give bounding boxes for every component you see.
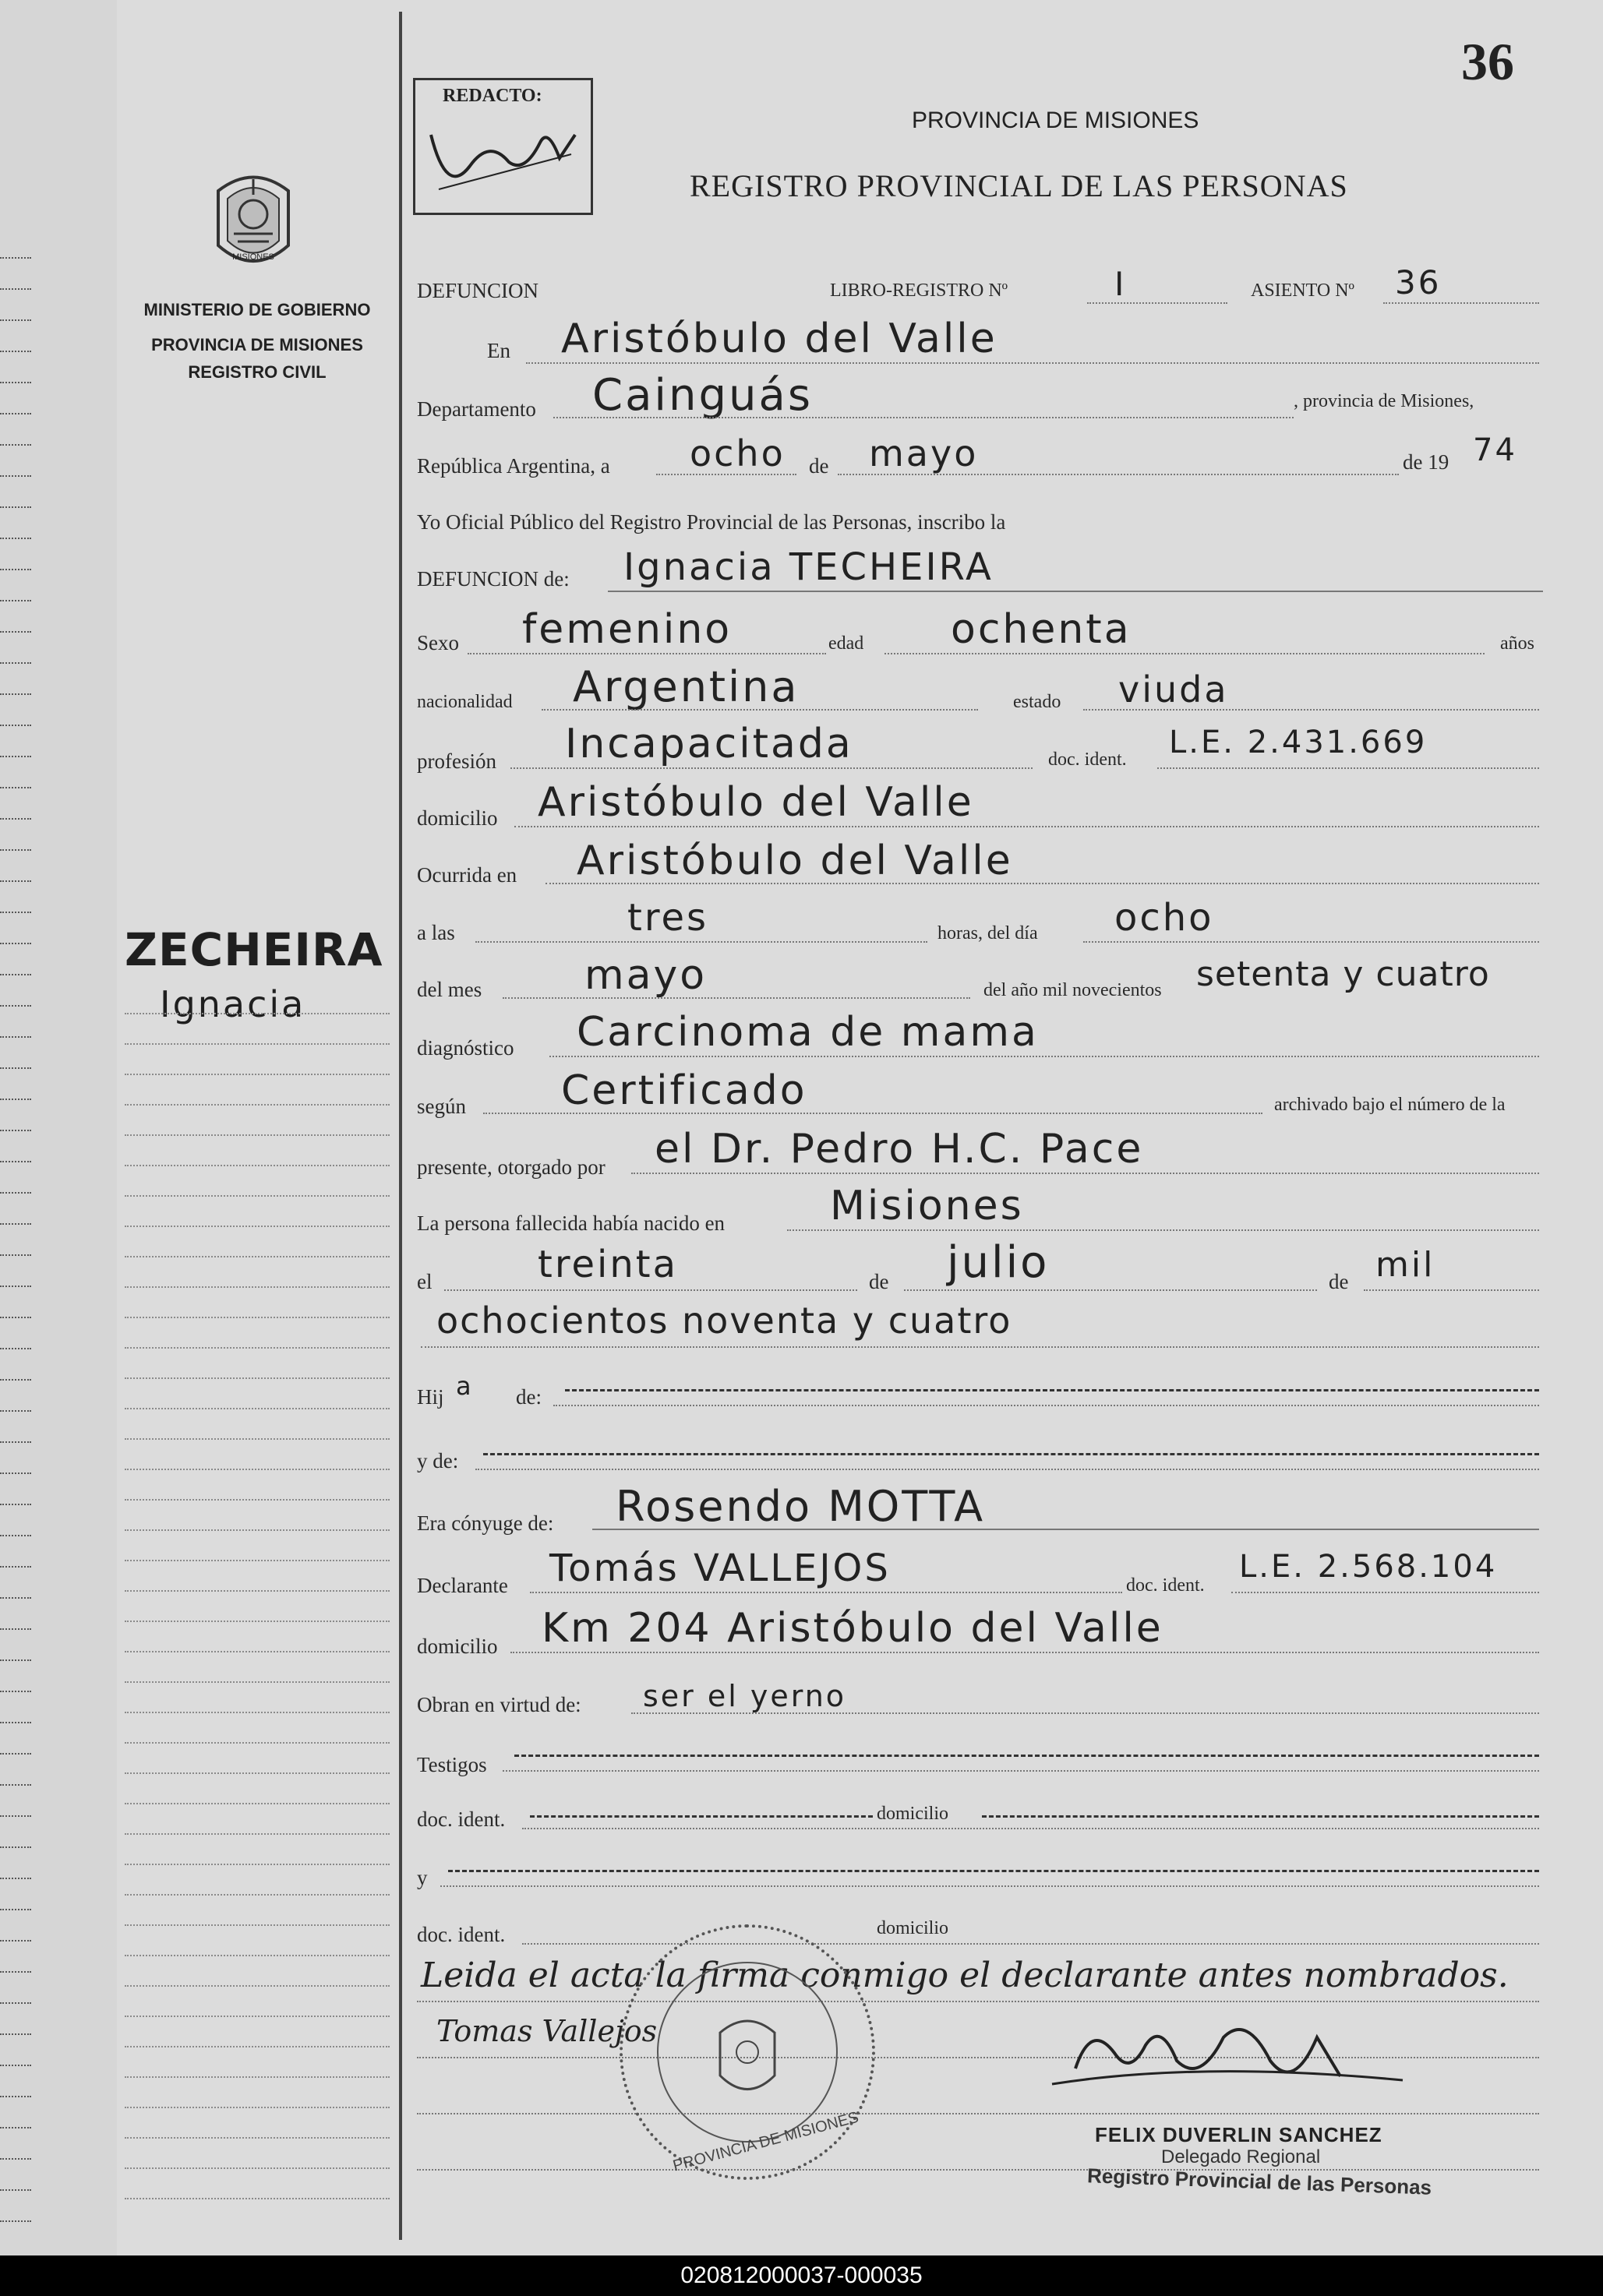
doc1-label: doc. ident.: [417, 1808, 506, 1831]
strip-dash: [0, 974, 31, 975]
margin-guide-line: [125, 1134, 390, 1136]
en-label: En: [487, 339, 510, 362]
alas-value: tres: [627, 896, 709, 940]
margin-guide-line: [125, 1195, 390, 1197]
strip-dash: [0, 2220, 31, 2222]
margin-guide-line: [125, 1681, 390, 1683]
edad-line: [884, 653, 1485, 654]
year-value: 74: [1473, 432, 1517, 468]
margin-guide-line: [125, 1803, 390, 1804]
doc2-label: doc. ident.: [417, 1923, 506, 1946]
estado-value: viuda: [1118, 668, 1229, 711]
departamento-value: Cainguás: [592, 370, 813, 421]
ministry-line-2: PROVINCIA DE MISIONES: [151, 335, 363, 354]
margin-guide-line: [125, 1864, 390, 1865]
republica-label: República Argentina, a: [417, 454, 610, 478]
coat-of-arms-icon: [195, 160, 312, 277]
estado-label: estado: [1013, 692, 1061, 712]
docident-line: [1157, 767, 1539, 769]
strip-dash: [0, 319, 31, 321]
docident-value: L.E. 2.431.669: [1169, 725, 1428, 760]
segun-label: según: [417, 1095, 466, 1118]
nacido-label: La persona fallecida había nacido en: [417, 1211, 726, 1235]
stamp-text: PROVINCIA DE MISIONES: [671, 2108, 861, 2175]
closing-text: Leida el acta la firma conmigo el declarante antes nombrados.: [421, 1956, 1509, 1995]
page-number: 36: [1461, 32, 1514, 91]
strip-dash: [0, 1628, 31, 1630]
birth-year-line: [421, 1346, 1539, 1348]
day-value: ocho: [690, 432, 786, 474]
diagnostico-label: diagnóstico: [417, 1036, 514, 1060]
margin-guide-line: [125, 2046, 390, 2047]
margin-guide-line: [125, 1226, 390, 1227]
strip-dash: [0, 1815, 31, 1817]
margin-guide-line: [125, 1317, 390, 1318]
margin-guide-line: [125, 1985, 390, 1987]
conyuge-value: Rosendo MOTTA: [616, 1482, 986, 1531]
margin-guide-line: [125, 1651, 390, 1652]
hijo-line: [553, 1405, 1539, 1406]
archivado-label: archivado bajo el número de la: [1274, 1095, 1506, 1115]
margin-guide-line: [125, 1074, 390, 1075]
strip-dash: [0, 382, 31, 383]
strip-dash: [0, 693, 31, 695]
obran-value: ser el yerno: [643, 1679, 847, 1713]
strip-dash: [0, 506, 31, 508]
nacionalidad-value: Argentina: [573, 662, 800, 711]
strip-dash: [0, 1192, 31, 1194]
margin-guide-line: [125, 1499, 390, 1501]
strip-dash: [0, 662, 31, 664]
margin-guide-line: [125, 1772, 390, 1774]
strip-dash: [0, 1379, 31, 1381]
estado-line: [1083, 709, 1539, 711]
delmes-line: [503, 997, 970, 999]
margin-guide-line: [125, 2076, 390, 2078]
strip-dash: [0, 1099, 31, 1100]
strip-dash: [0, 1753, 31, 1755]
testigos-label: Testigos: [417, 1753, 487, 1776]
strip-dash: [0, 1971, 31, 1973]
margin-guide-line: [125, 1165, 390, 1166]
strip-dash: [0, 1317, 31, 1318]
edad-value: ochenta: [951, 606, 1132, 653]
strip-dash: [0, 600, 31, 601]
signer-name: FELIX DUVERLIN SANCHEZ: [1095, 2123, 1382, 2146]
delmes-label: del mes: [417, 978, 482, 1001]
margin-guide-line: [125, 2137, 390, 2139]
declarante-label: Declarante: [417, 1574, 508, 1597]
profesion-label: profesión: [417, 749, 496, 773]
de3-line: [1364, 1289, 1539, 1291]
asiento-label: ASIENTO Nº: [1251, 280, 1354, 301]
dom1-dash: [982, 1815, 1539, 1818]
strip-dash: [0, 1940, 31, 1942]
profesion-value: Incapacitada: [565, 721, 853, 767]
declarante-doc-line: [1231, 1592, 1539, 1593]
strip-dash: [0, 351, 31, 352]
margin-guide-line: [125, 2167, 390, 2169]
strip-dash: [0, 257, 31, 259]
anomil-label: del año mil novecientos: [983, 980, 1162, 1000]
ocurrida-value: Aristóbulo del Valle: [577, 838, 1013, 884]
departamento-label: Departamento: [417, 397, 536, 421]
horas-value: ocho: [1114, 896, 1214, 940]
strip-dash: [0, 569, 31, 570]
redacto-label: REDACTO:: [443, 86, 542, 106]
margin-guide-line: [125, 1347, 390, 1349]
margin-guide-line: [125, 1955, 390, 1956]
hijo-suffix: a: [456, 1371, 474, 1401]
asiento-value: 36: [1395, 263, 1442, 302]
anos-label: años: [1500, 633, 1534, 654]
strip-dash: [0, 1846, 31, 1848]
ministry-line-1: MINISTERIO DE GOBIERNO: [143, 300, 371, 319]
deceased-name: Ignacia TECHEIRA: [623, 545, 994, 589]
seal-text: MISIONES: [232, 252, 274, 262]
strip-dash: [0, 1784, 31, 1786]
sexo-value: femenino: [522, 606, 733, 653]
declarante-doc-value: L.E. 2.568.104: [1239, 1549, 1498, 1585]
margin-guide-line: [125, 1377, 390, 1379]
margin-divider: [399, 12, 402, 2240]
strip-dash: [0, 1504, 31, 1505]
margin-guide-line: [125, 1590, 390, 1592]
margin-guide-line: [125, 2107, 390, 2108]
domicilio-label: domicilio: [417, 806, 498, 830]
strip-dash: [0, 1535, 31, 1536]
strip-dash: [0, 725, 31, 726]
sexo-line: [468, 653, 826, 654]
strip-dash: [0, 1597, 31, 1599]
margin-guide-line: [125, 1043, 390, 1045]
nacionalidad-line: [542, 709, 978, 711]
nacionalidad-label: nacionalidad: [417, 692, 513, 712]
margin-guide-line: [125, 1104, 390, 1106]
diagnostico-line: [549, 1056, 1539, 1057]
margin-guide-line: [125, 1924, 390, 1926]
diagnostico-value: Carcinoma de mama: [577, 1009, 1039, 1056]
year-prefix: de 19: [1403, 450, 1449, 474]
registry-title: REGISTRO PROVINCIAL DE LAS PERSONAS: [690, 168, 1348, 203]
presente-label: presente, otorgado por: [417, 1155, 606, 1179]
strip-dash: [0, 1348, 31, 1349]
margin-guide-line: [125, 1833, 390, 1835]
declarante-line: [530, 1592, 1122, 1593]
declarante-value: Tomás VALLEJOS: [549, 1547, 891, 1590]
strip-dash: [0, 1472, 31, 1474]
strip-dash: [0, 2065, 31, 2066]
nacido-value: Misiones: [830, 1183, 1024, 1229]
province-title: PROVINCIA DE MISIONES: [912, 108, 1199, 133]
defuncion-de-label: DEFUNCION de:: [417, 567, 570, 591]
declarante-dom-label: domicilio: [417, 1635, 498, 1658]
margin-guide-line: [125, 1742, 390, 1744]
strip-dash: [0, 1067, 31, 1069]
profesion-line: [510, 767, 1033, 769]
closing-line-1: [417, 2001, 1539, 2002]
strip-dash: [0, 880, 31, 882]
strip-dash: [0, 1161, 31, 1162]
ocurrida-label: Ocurrida en: [417, 863, 517, 887]
declarante-dom-value: Km 204 Aristóbulo del Valle: [542, 1605, 1163, 1652]
strip-dash: [0, 756, 31, 757]
libro-value: I: [1114, 265, 1127, 303]
yde-label: y de:: [417, 1449, 459, 1472]
el-value: treinta: [538, 1243, 679, 1286]
deceased-line: [608, 591, 1543, 592]
en-value: Aristóbulo del Valle: [561, 316, 997, 362]
strip-dash: [0, 787, 31, 788]
libro-label: LIBRO-REGISTRO Nº: [830, 280, 1008, 301]
margin-guide-line: [125, 1256, 390, 1257]
dom2-label: domicilio: [877, 1918, 948, 1938]
record-type-label: DEFUNCION: [417, 279, 539, 302]
ministry-line-3: REGISTRO CIVIL: [188, 362, 327, 382]
hijo-label: Hij: [417, 1385, 444, 1409]
strip-dash: [0, 2127, 31, 2128]
closing-line-4: [417, 2169, 1539, 2171]
margin-guide-line: [125, 1712, 390, 1713]
horas-label: horas, del día: [937, 923, 1038, 943]
de2-value: julio: [947, 1237, 1050, 1288]
alas-line: [475, 941, 927, 943]
day-line: [656, 474, 796, 475]
declarant-signature: Tomas Vallejos: [436, 2014, 658, 2048]
presente-value: el Dr. Pedro H.C. Pace: [655, 1126, 1144, 1173]
sexo-label: Sexo: [417, 631, 459, 654]
testigos-dash: [514, 1755, 1539, 1757]
margin-guide-line: [125, 1469, 390, 1470]
domicilio-value: Aristóbulo del Valle: [538, 779, 974, 826]
margin-surname: ZECHEIRA: [125, 923, 383, 976]
hijo-dash: [565, 1389, 1539, 1391]
dom1-label: domicilio: [877, 1804, 948, 1824]
de2-line: [904, 1289, 1317, 1291]
strip-dash: [0, 2002, 31, 2004]
strip-dash: [0, 1909, 31, 1910]
el-line: [444, 1289, 857, 1291]
strip-dash: [0, 1878, 31, 1879]
departamento-line: [553, 417, 1294, 418]
yde-dash: [483, 1453, 1539, 1455]
strip-dash: [0, 1691, 31, 1692]
libro-line: [1087, 302, 1227, 304]
strip-dash: [0, 1410, 31, 1412]
alas-label: a las: [417, 921, 455, 944]
signer-office: Registro Provincial de las Personas: [1086, 2164, 1432, 2199]
image-id-footer: 020812000037-000035: [0, 2255, 1603, 2296]
strip-dash: [0, 475, 31, 477]
el-label: el: [417, 1270, 433, 1293]
yde-line: [475, 1469, 1539, 1470]
strip-dash: [0, 912, 31, 913]
birth-year-value: ochocientos noventa y cuatro: [436, 1300, 1012, 1342]
strip-dash: [0, 1254, 31, 1256]
strip-dash: [0, 1441, 31, 1443]
y-line: [440, 1885, 1539, 1887]
margin-guide-line: [125, 1894, 390, 1896]
month-value: mayo: [869, 432, 979, 474]
strip-dash: [0, 1223, 31, 1225]
segun-line: [483, 1113, 1262, 1114]
docident-label: doc. ident.: [1048, 749, 1127, 770]
margin-guide-line: [125, 1286, 390, 1288]
strip-dash: [0, 1659, 31, 1661]
margin-guide-line: [125, 1438, 390, 1440]
closing-line-3: [417, 2113, 1539, 2114]
oficial-text: Yo Oficial Público del Registro Provincial de las Personas, inscribo la: [417, 510, 1006, 534]
en-line: [526, 362, 1539, 364]
ocurrida-line: [546, 883, 1539, 884]
strip-dash: [0, 1130, 31, 1131]
de3-label: de: [1329, 1270, 1349, 1293]
y-label: y: [417, 1866, 428, 1889]
strip-dash: [0, 631, 31, 633]
anomil-value: setenta y cuatro: [1196, 954, 1490, 994]
margin-guide-line: [125, 2198, 390, 2199]
nacido-line: [787, 1229, 1539, 1231]
horas-line: [1083, 941, 1539, 943]
strip-dash: [0, 849, 31, 851]
binding-strip: [0, 0, 117, 2255]
obran-label: Obran en virtud de:: [417, 1693, 581, 1716]
segun-value: Certificado: [561, 1067, 807, 1114]
strip-dash: [0, 2158, 31, 2160]
strip-dash: [0, 413, 31, 414]
margin-guide-line: [125, 1529, 390, 1531]
strip-dash: [0, 288, 31, 290]
strip-dash: [0, 538, 31, 539]
margin-guide-line: [125, 1013, 390, 1014]
strip-dash: [0, 943, 31, 944]
strip-dash: [0, 818, 31, 820]
edad-label: edad: [828, 633, 864, 654]
obran-line: [631, 1712, 1539, 1714]
strip-dash: [0, 2189, 31, 2191]
strip-dash: [0, 444, 31, 446]
margin-guide-line: [125, 2016, 390, 2017]
declarante-doc-label: doc. ident.: [1126, 1575, 1205, 1596]
doc1-dash: [530, 1815, 873, 1818]
signer-title: Delegado Regional: [1161, 2146, 1321, 2167]
de-label: de: [809, 454, 829, 478]
y-dash: [448, 1870, 1539, 1872]
doc1-line: [522, 1828, 1539, 1829]
margin-given-name: Ignacia: [160, 983, 306, 1025]
testigos-line: [503, 1770, 1539, 1772]
strip-dash: [0, 1286, 31, 1287]
strip-dash: [0, 1722, 31, 1723]
month-line: [838, 474, 1399, 475]
strip-dash: [0, 2033, 31, 2035]
provincia-suffix: , provincia de Misiones,: [1294, 391, 1474, 411]
asiento-line: [1383, 302, 1539, 304]
presente-line: [631, 1173, 1539, 1174]
hijo-de-label: de:: [516, 1385, 542, 1409]
domicilio-line: [514, 826, 1539, 827]
strip-dash: [0, 1036, 31, 1038]
de2-label: de: [869, 1270, 889, 1293]
margin-guide-line: [125, 1621, 390, 1622]
strip-dash: [0, 1005, 31, 1007]
margin-guide-line: [125, 1560, 390, 1561]
conyuge-line: [592, 1529, 1539, 1530]
declarante-dom-line: [510, 1652, 1539, 1653]
strip-dash: [0, 2096, 31, 2097]
de3-value: mil: [1375, 1245, 1435, 1285]
delmes-value: mayo: [584, 952, 708, 999]
conyuge-label: Era cónyuge de:: [417, 1511, 554, 1535]
strip-dash: [0, 1566, 31, 1568]
official-signature-icon: [1044, 2006, 1418, 2100]
margin-guide-line: [125, 1408, 390, 1409]
